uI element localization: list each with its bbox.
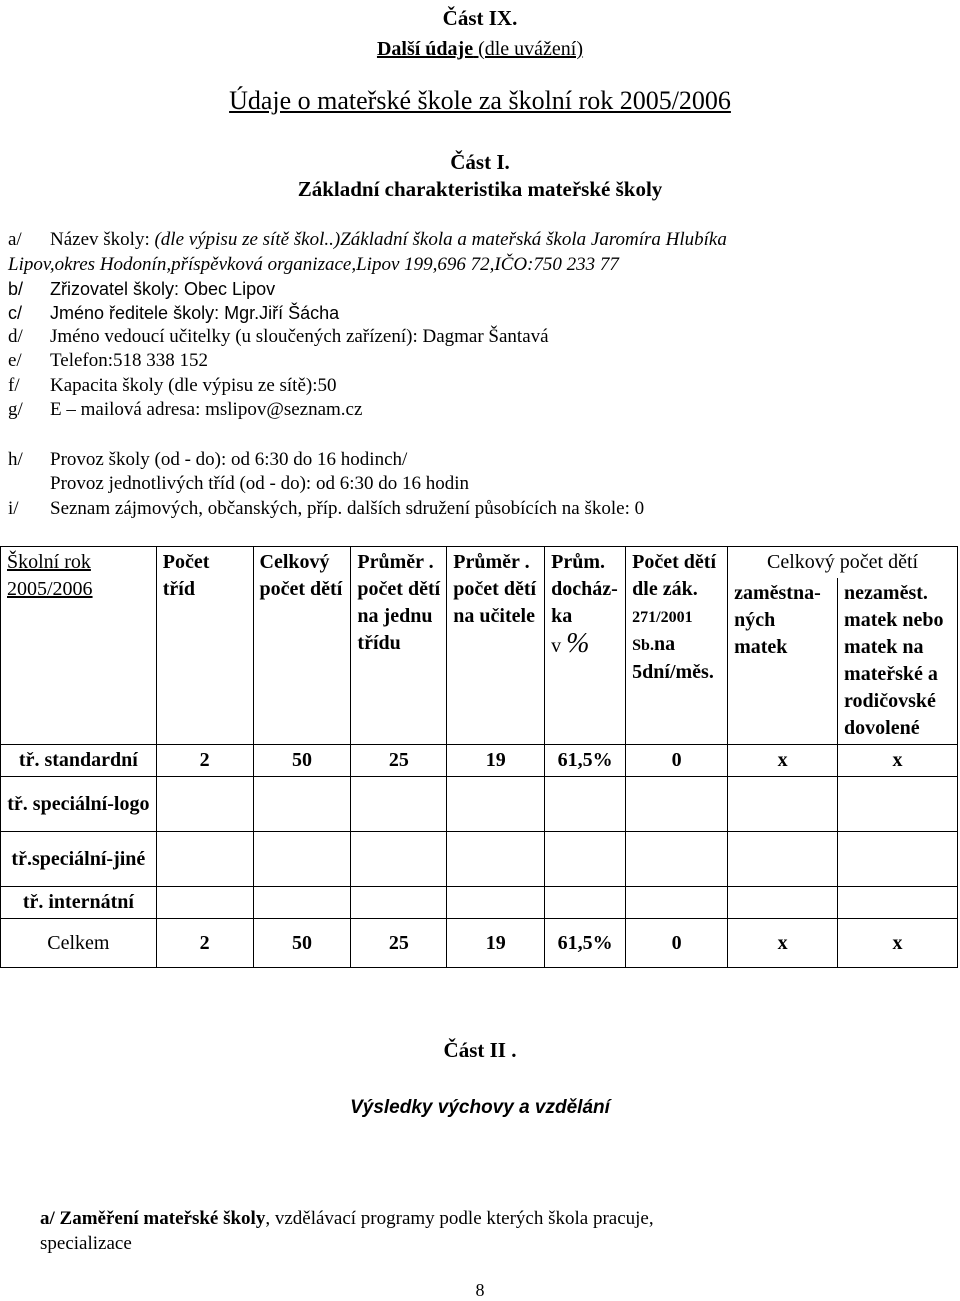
cell-unemployed bbox=[838, 777, 958, 832]
cell-avg-teacher bbox=[447, 887, 545, 919]
cell-classes: 2 bbox=[156, 919, 253, 968]
item-g-text: E – mailová adresa: mslipov@seznam.cz bbox=[50, 399, 363, 420]
header-classes: Počet tříd bbox=[156, 547, 253, 745]
item-h bbox=[8, 449, 407, 471]
header-attendance-label: Prům. docház-ka bbox=[551, 551, 618, 627]
table-row bbox=[1, 832, 958, 887]
cell-per-law: 0 bbox=[626, 745, 728, 777]
header-per-law-d: na 5dní/měs. bbox=[632, 633, 714, 683]
cell-per-law bbox=[626, 832, 728, 887]
item-f bbox=[8, 375, 337, 397]
cell-attendance bbox=[545, 887, 626, 919]
header-attendance-v: v bbox=[551, 635, 562, 657]
item-h-label: h/ bbox=[8, 449, 23, 470]
cell-avg-teacher: 19 bbox=[447, 919, 545, 968]
header-per-law-b: 271/2001 bbox=[632, 609, 693, 626]
header-unemployed: nezaměst. matek nebo matek na mateřské a rodičovské dovolené bbox=[838, 578, 958, 745]
item-i bbox=[8, 498, 644, 520]
part-ii-item-a-rest: , vzdělávací programy podle kterých škola pracuje, bbox=[265, 1208, 654, 1229]
item-c-text: Jméno ředitele školy: Mgr.Jiří Šácha bbox=[50, 303, 340, 323]
cell-employed bbox=[728, 777, 838, 832]
header-children: Celkový počet dětí bbox=[253, 547, 351, 745]
item-g-label: g/ bbox=[8, 399, 23, 420]
cell-unemployed: x bbox=[838, 919, 958, 968]
cell-avg-teacher bbox=[447, 832, 545, 887]
cell-classes bbox=[156, 832, 253, 887]
table-row bbox=[1, 777, 958, 832]
row-label: tř. standardní bbox=[1, 745, 157, 777]
page-number: 8 bbox=[475, 1280, 485, 1300]
part-ii-item-a-continuation: specializace bbox=[40, 1233, 132, 1254]
row-label: tř. speciální-logo bbox=[1, 777, 157, 832]
cell-avg-class bbox=[351, 887, 447, 919]
part-ii-heading: Část II . bbox=[443, 1038, 517, 1062]
row-label: Celkem bbox=[1, 919, 157, 968]
part-ix-heading: Část IX. bbox=[442, 6, 518, 30]
item-a-italic: (dle výpisu ze sítě škol..)Základní škola a mateřská škola Jaromíra Hlubíka bbox=[154, 229, 727, 250]
cell-per-law bbox=[626, 777, 728, 832]
item-h-continuation: Provoz jednotlivých tříd (od - do): od 6:30 do 16 hodin bbox=[50, 473, 470, 494]
part-ii-subtitle: Výsledky výchovy a vzdělání bbox=[350, 1097, 610, 1118]
cell-avg-class bbox=[351, 777, 447, 832]
header-attendance bbox=[545, 547, 626, 745]
cell-children bbox=[253, 777, 351, 832]
item-d bbox=[8, 326, 549, 348]
cell-avg-teacher: 19 bbox=[447, 745, 545, 777]
cell-attendance bbox=[545, 777, 626, 832]
item-h-text: Provoz školy (od - do): od 6:30 do 16 hodinch/ bbox=[50, 449, 408, 470]
item-c bbox=[8, 303, 339, 324]
cell-classes: 2 bbox=[156, 745, 253, 777]
part-ii-item-a-bold: a/ Zaměření mateřské školy bbox=[40, 1208, 266, 1229]
item-d-label: d/ bbox=[8, 326, 23, 347]
additional-data-heading bbox=[0, 38, 960, 61]
cell-attendance bbox=[545, 832, 626, 887]
cell-attendance: 61,5% bbox=[545, 919, 626, 968]
header-avg-per-class: Průměr . počet dětí na jednu třídu bbox=[351, 547, 447, 745]
item-b bbox=[8, 279, 275, 300]
header-avg-per-teacher: Průměr . počet dětí na učitele bbox=[447, 547, 545, 745]
item-e-text: Telefon:518 338 152 bbox=[50, 350, 209, 371]
cell-employed: x bbox=[728, 745, 838, 777]
additional-data-label: Další údaje bbox=[376, 38, 474, 60]
cell-attendance: 61,5% bbox=[545, 745, 626, 777]
item-f-text: Kapacita školy (dle výpisu ze sítě):50 bbox=[50, 375, 337, 396]
table-row bbox=[1, 745, 958, 777]
header-per-law-c: Sb. bbox=[632, 637, 654, 654]
cell-unemployed: x bbox=[838, 745, 958, 777]
table-row bbox=[1, 887, 958, 919]
table-header-row bbox=[1, 547, 958, 579]
table-row-total bbox=[1, 919, 958, 968]
item-a-text: Název školy: bbox=[50, 229, 155, 250]
header-attendance-pct: % bbox=[566, 628, 590, 659]
item-c-label: c/ bbox=[8, 303, 23, 323]
part-ii-item-a bbox=[40, 1208, 654, 1230]
header-school-year: Školní rok 2005/2006 bbox=[1, 547, 157, 745]
cell-employed bbox=[728, 887, 838, 919]
item-b-label: b/ bbox=[8, 279, 24, 299]
item-e bbox=[8, 350, 208, 372]
cell-avg-class: 25 bbox=[351, 745, 447, 777]
cell-per-law: 0 bbox=[626, 919, 728, 968]
cell-avg-class: 25 bbox=[351, 919, 447, 968]
item-g bbox=[8, 399, 362, 421]
cell-employed: x bbox=[728, 919, 838, 968]
item-a-label: a/ bbox=[8, 229, 22, 250]
cell-avg-class bbox=[351, 832, 447, 887]
row-label: tř.speciální-jiné bbox=[1, 832, 157, 887]
cell-children bbox=[253, 887, 351, 919]
cell-children bbox=[253, 832, 351, 887]
header-total-children: Celkový počet dětí bbox=[728, 547, 958, 579]
part-i-subtitle: Základní charakteristika mateřské školy bbox=[297, 177, 663, 201]
header-per-law-a: Počet dětí dle zák. bbox=[632, 551, 717, 600]
document-title: Údaje o mateřské škole za školní rok 2005/2006 bbox=[229, 86, 731, 115]
item-a bbox=[8, 229, 727, 251]
item-i-text: Seznam zájmových, občanských, příp. dalších sdružení působících na škole: 0 bbox=[50, 498, 645, 519]
part-i-heading: Část I. bbox=[450, 150, 510, 174]
header-employed: zaměstna-ných matek bbox=[728, 578, 838, 745]
cell-classes bbox=[156, 887, 253, 919]
cell-unemployed bbox=[838, 887, 958, 919]
cell-children: 50 bbox=[253, 745, 351, 777]
cell-avg-teacher bbox=[447, 777, 545, 832]
statistics-table bbox=[0, 546, 958, 968]
item-d-text: Jméno vedoucí učitelky (u sloučených zařízení): Dagmar Šantavá bbox=[50, 326, 549, 347]
header-per-law bbox=[626, 547, 728, 745]
cell-employed bbox=[728, 832, 838, 887]
cell-children: 50 bbox=[253, 919, 351, 968]
item-e-label: e/ bbox=[8, 350, 22, 371]
additional-data-note: (dle uvážení) bbox=[473, 38, 584, 60]
item-f-label: f/ bbox=[8, 375, 20, 396]
row-label: tř. internátní bbox=[1, 887, 157, 919]
cell-per-law bbox=[626, 887, 728, 919]
cell-classes bbox=[156, 777, 253, 832]
item-i-label: i/ bbox=[8, 498, 19, 519]
item-b-text: Zřizovatel školy: Obec Lipov bbox=[50, 279, 276, 299]
cell-unemployed bbox=[838, 832, 958, 887]
item-a-continuation: Lipov,okres Hodonín,příspěvková organizace,Lipov 199,696 72,IČO:750 233 77 bbox=[8, 254, 619, 275]
